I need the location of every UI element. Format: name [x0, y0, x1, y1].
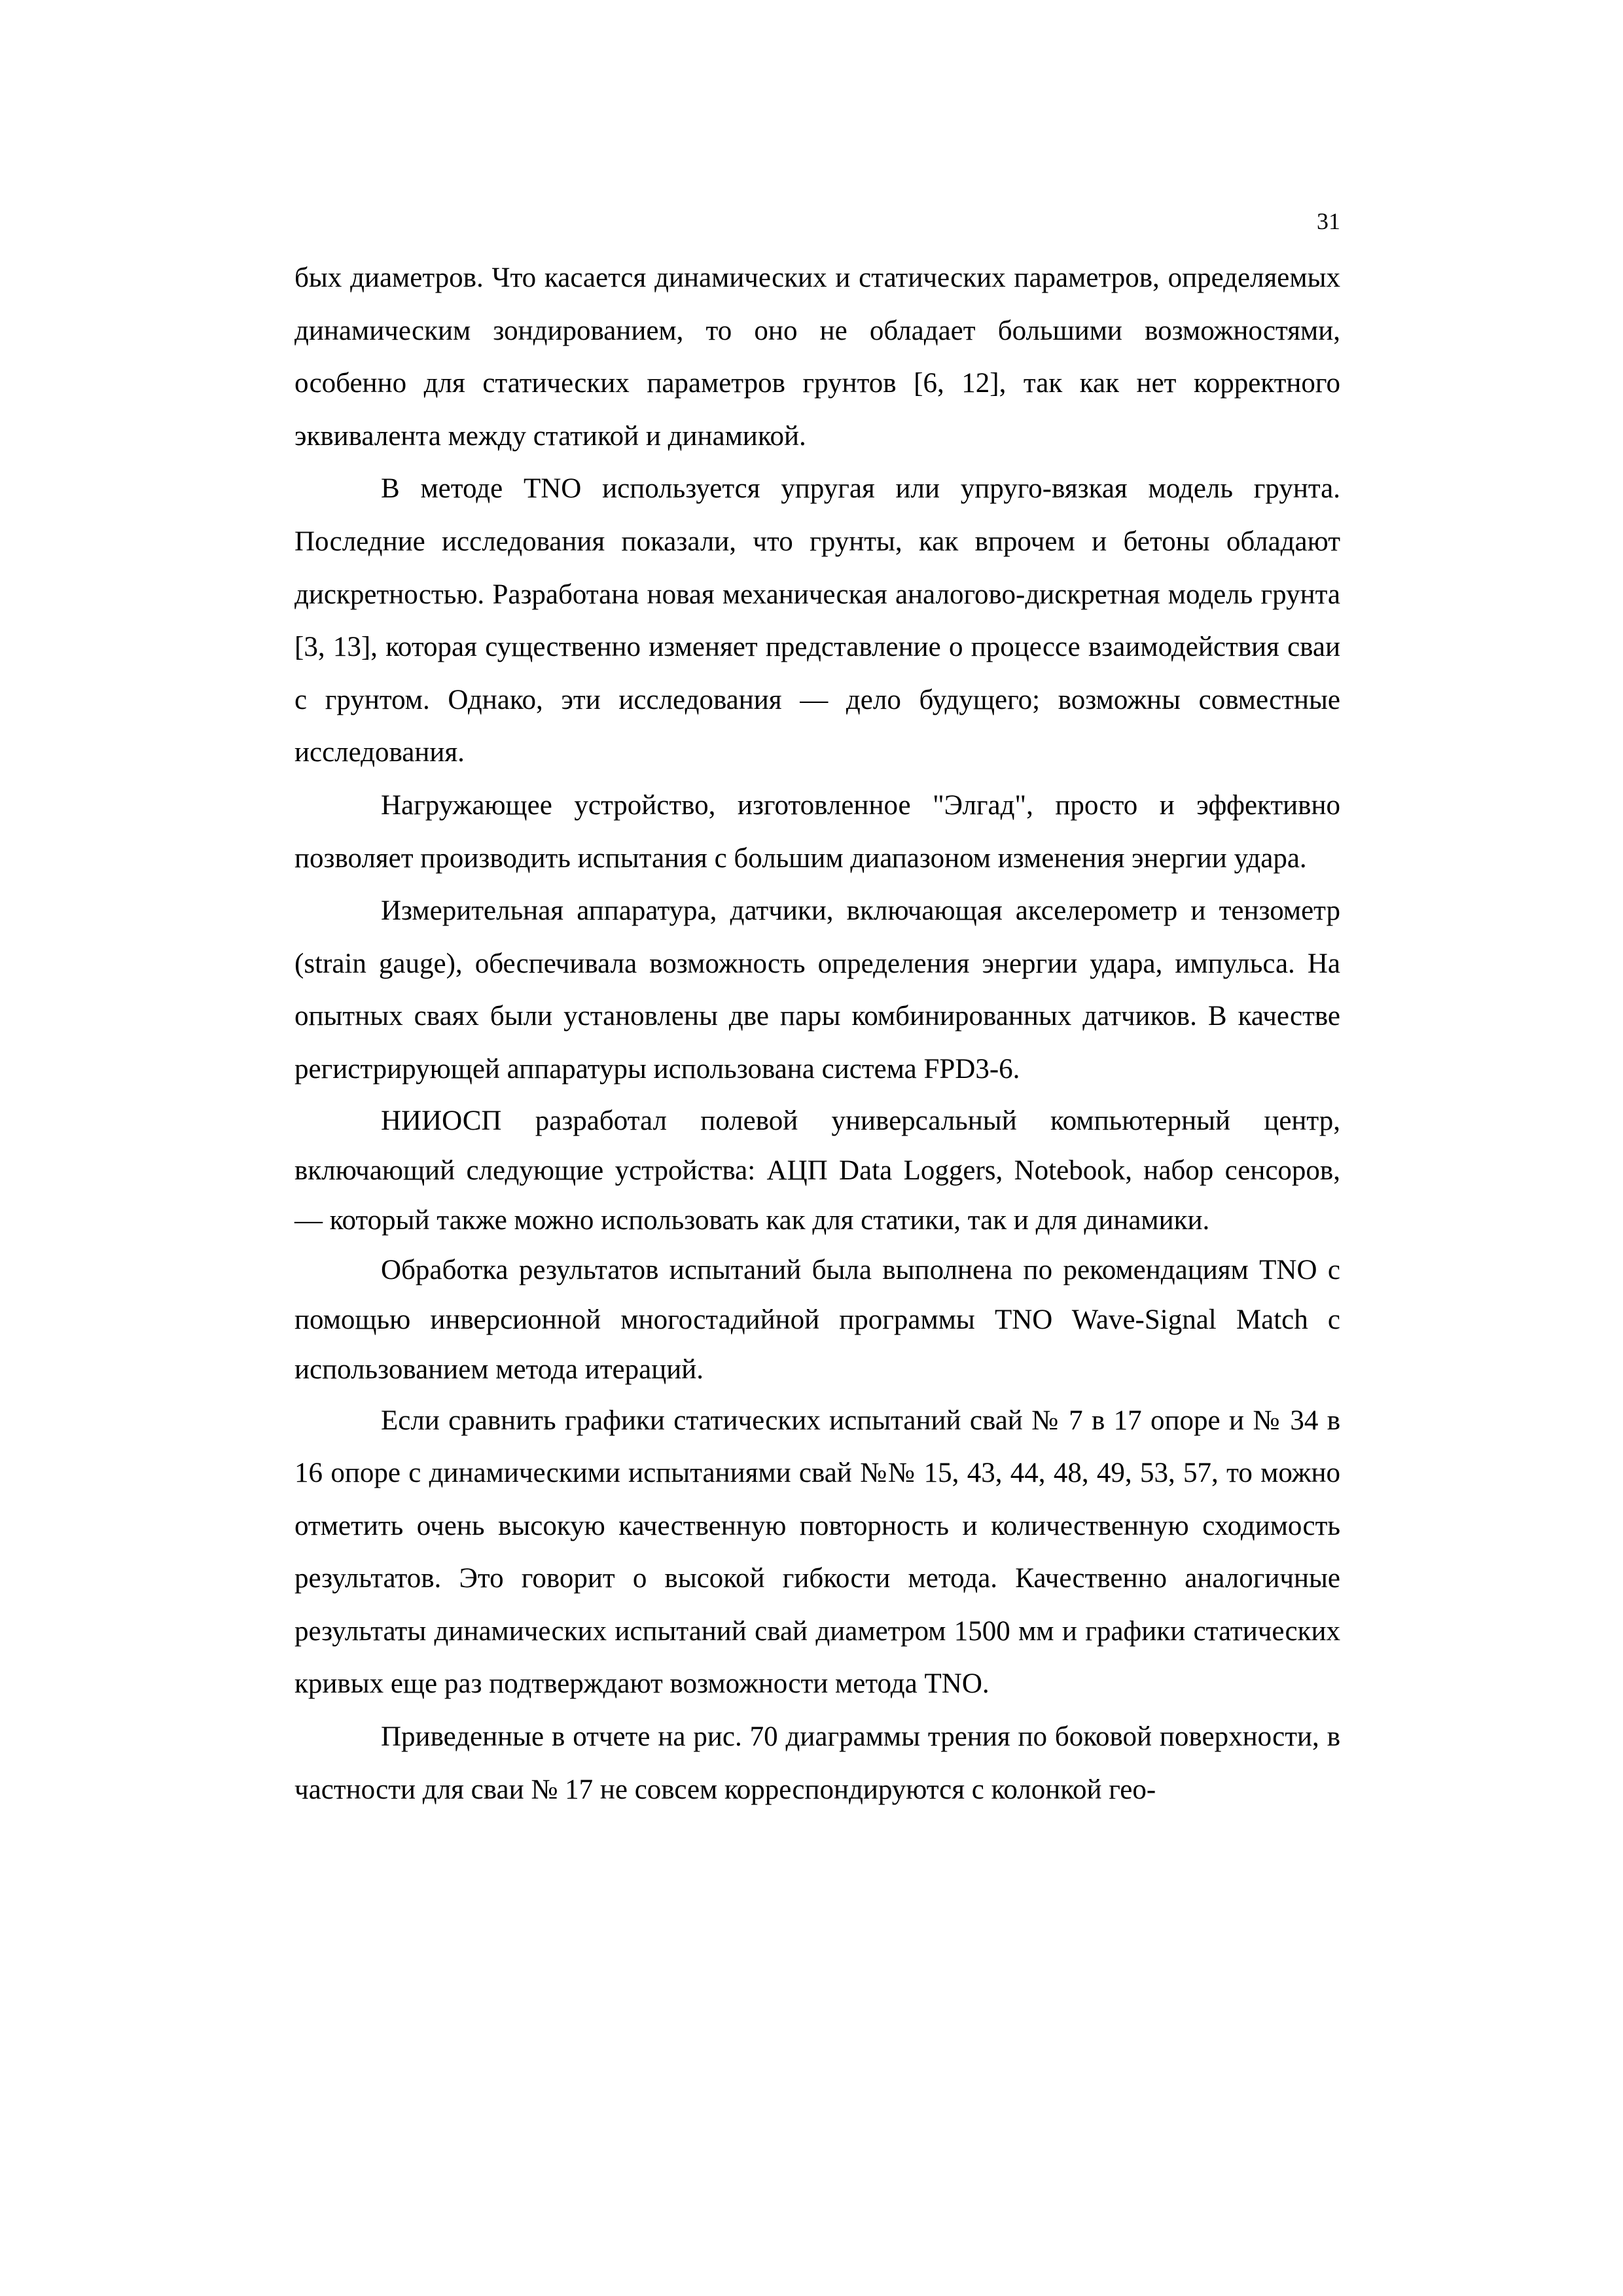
- paragraph-7: Если сравнить графики статических испытаний свай № 7 в 17 опоре и № 34 в 16 опоре с динамическими испытаниями свай №№ 15, 43, 44, 48, 49, 53, 57, то можно отметить очень высокую качественную повторность и количественную сходимость результатов. Это говорит о высокой гибкости метода. Качественно аналогичные результаты динамических испытаний свай диаметром 1500 мм и графики статических кривых еще раз подтверждают возможности метода TNO.: [294, 1405, 1340, 1700]
- body-text: [294, 252, 1340, 1816]
- paragraph-8: Приведенные в отчете на рис. 70 диаграммы трения по боковой поверхности, в частности для сваи № 17 не совсем корреспондируются с колонкой гео-: [294, 1721, 1340, 1805]
- page-number: 31: [1317, 208, 1340, 234]
- paragraph-1: бых диаметров. Что касается динамических и статических параметров, определяемых динамическим зондированием, то оно не обладает большими возможностями, особенно для статических параметров грунтов [6, 12], так как нет корректного эквивалента между статикой и динамикой.: [294, 262, 1340, 452]
- paragraph-6: Обработка результатов испытаний была выполнена по рекомендациям TNO с помощью инверсионной многостадийной программы TNO Wave-Signal Match с использованием метода итераций.: [294, 1254, 1340, 1385]
- paragraph-5: НИИОСП разработал полевой универсальный компьютерный центр, включающий следующие устройства: АЦП Data Loggers, Notebook, набор сенсоров, — который также можно использовать как для статики, так и для динамики.: [294, 1105, 1340, 1236]
- paragraph-4: Измерительная аппаратура, датчики, включающая акселерометр и тензометр (strain gauge), обеспечивала возможность определения энергии удара, импульса. На опытных сваях были установлены две пары комбинированных датчиков. В качестве регистрирующей аппаратуры использована система FPD3-6.: [294, 895, 1340, 1085]
- paragraph-2: В методе TNO используется упругая или упруго-вязкая модель грунта. Последние исследования показали, что грунты, как впрочем и бетоны обладают дискретностью. Разработана новая механическая аналогово-дискретная модель грунта [3, 13], которая существенно изменяет представление о процессе взаимодействия сваи с грунтом. Однако, эти исследования — дело будущего; возможны совместные исследования.: [294, 473, 1340, 768]
- paragraph-3: Нагружающее устройство, изготовленное "Элгад", просто и эффективно позволяет производить испытания с большим диапазоном изменения энергии удара.: [294, 789, 1340, 874]
